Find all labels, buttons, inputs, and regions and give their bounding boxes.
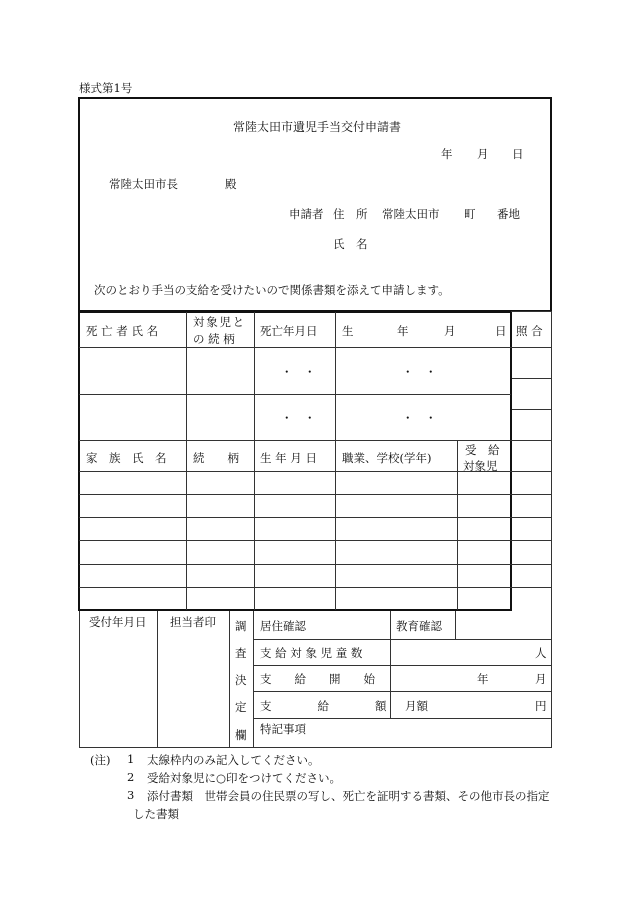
header-year: 年 (397, 324, 409, 338)
header-birth: 生 (342, 324, 354, 338)
application-statement: 次のとおり手当の支給を受けたいので関係書類を添えて申請します。 (94, 283, 450, 297)
header-family-birth-date: 生 年 月 日 (260, 451, 317, 465)
header-month: 月 (444, 324, 456, 338)
addressee-honorific: 殿 (225, 177, 237, 191)
note-continuation: した書類 (133, 807, 179, 821)
header-relation-line1: 対象児と (193, 315, 246, 329)
header-check: 照 合 (516, 324, 543, 338)
birth-date-dots: ・ ・ (402, 365, 437, 379)
note-number: 3 (127, 788, 135, 802)
vertical-char: 定 (235, 700, 247, 714)
form-number: 様式第1号 (79, 81, 133, 95)
birth-date-dots: ・ ・ (402, 411, 437, 425)
date-day: 日 (512, 147, 524, 161)
address-label: 住 所 (333, 207, 368, 221)
death-date-dots: ・ ・ (281, 365, 316, 379)
vertical-char: 査 (235, 646, 247, 660)
note-number: 2 (127, 770, 135, 784)
start-month: 月 (535, 672, 547, 686)
address-city: 常陸太田市 (382, 207, 440, 221)
header-relation-line2: の 続 柄 (193, 332, 235, 346)
death-date-dots: ・ ・ (281, 411, 316, 425)
start-year: 年 (477, 672, 489, 686)
receipt-date-label: 受付年月日 (89, 615, 147, 629)
monthly-label: 月額 (405, 699, 428, 713)
address-number: 番地 (497, 207, 520, 221)
education-check-label: 教育確認 (396, 619, 442, 633)
header-family-relation: 続 柄 (193, 451, 239, 465)
vertical-char: 欄 (235, 728, 247, 742)
vertical-char: 決 (235, 673, 247, 687)
addressee-name: 常陸太田市長 (109, 177, 178, 191)
address-town: 町 (464, 207, 476, 221)
header-deceased-name: 死 亡 者 氏 名 (86, 324, 159, 338)
note-text: 受給対象児に○印をつけてください。 (147, 771, 342, 785)
date-year: 年 (441, 147, 453, 161)
header-family-name: 家 族 氏 名 (86, 451, 167, 465)
header-occupation: 職業、学校(学年) (342, 451, 432, 465)
note-number: 1 (127, 752, 135, 766)
form-title: 常陸太田市遺児手当交付申請書 (233, 120, 402, 134)
header-eligible-line2: 対象児 (463, 459, 498, 473)
header-eligible-line1: 受 給 (465, 443, 500, 457)
staff-seal-label: 担当者印 (170, 615, 216, 629)
residence-check-label: 居住確認 (260, 619, 306, 633)
note-text: 添付書類 世帯会員の住民票の写し、死亡を証明する書類、その他市長の指定 (147, 789, 550, 803)
notes-label: (注) (90, 753, 111, 767)
applicant-label: 申請者 (289, 207, 324, 221)
note-text: 太線枠内のみ記入してください。 (147, 753, 320, 767)
vertical-char: 調 (235, 619, 247, 633)
date-month: 月 (477, 147, 489, 161)
remarks-label: 特記事項 (260, 722, 306, 736)
payment-amount-label: 支 給 額 (260, 699, 387, 713)
applicant-name-label: 氏 名 (333, 237, 368, 251)
header-death-date: 死亡年月日 (260, 324, 318, 338)
header-day: 日 (495, 324, 507, 338)
children-count-label: 支 給 対 象 児 童 数 (260, 646, 363, 660)
yen-unit: 円 (535, 699, 547, 713)
children-unit: 人 (535, 646, 547, 660)
payment-start-label: 支 給 開 始 (260, 672, 375, 686)
